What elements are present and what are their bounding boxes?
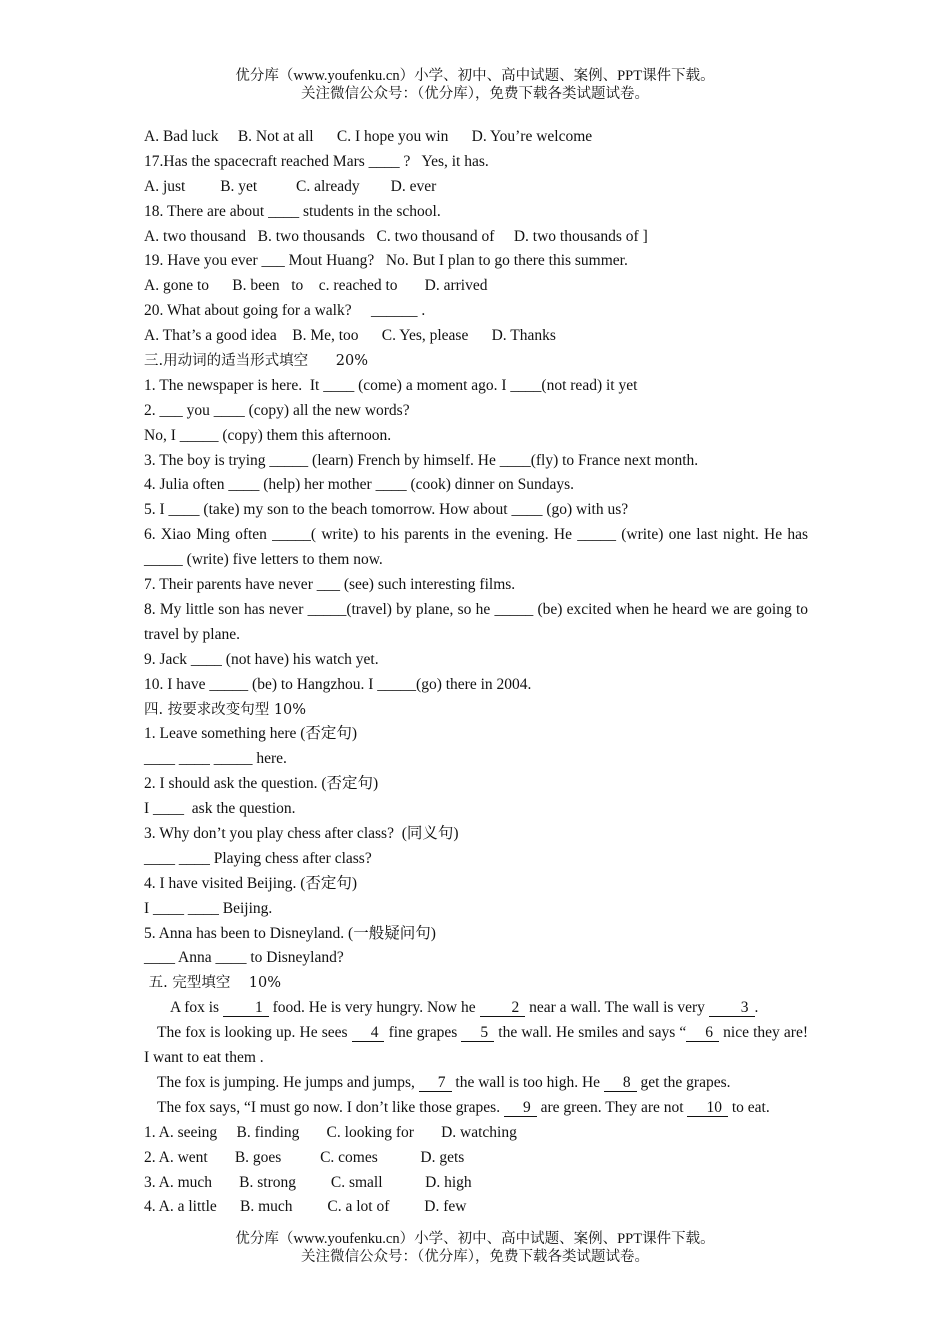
cloze-blank-7: 7 (419, 1075, 452, 1092)
section-5-title: 五. 完型填空 10% (144, 975, 281, 992)
cloze-blank-6: 6 (686, 1025, 719, 1042)
transform-item-4: 4. I have visited Beijing. (否定句) (144, 874, 358, 892)
transform-item-5-answer: ____ Anna ____ to Disneyland? (144, 949, 344, 967)
header-line-2: 关注微信公众号：（优分库），免费下载各类试题试卷。 (301, 86, 649, 102)
cloze-blank-9: 9 (504, 1100, 537, 1117)
q19-question: 19. Have you ever ___ Mout Huang? No. But I plan to go there this summer. (144, 252, 628, 270)
cloze-blank-3: 3 (709, 1000, 755, 1017)
section-3-title: 三.用动词的适当形式填空 20% (144, 353, 368, 370)
transform-item-3-answer: ____ ____ Playing chess after class? (144, 849, 372, 867)
cloze-options-1: 1. A. seeing B. finding C. looking for D. watching (144, 1123, 517, 1141)
verb-item-5: 5. I ____ (take) my son to the beach tomorrow. How about ____ (go) with us? (144, 501, 629, 519)
cloze-options-2: 2. A. went B. goes C. comes D. gets (144, 1148, 465, 1166)
cloze-paragraph-3: The fox is jumping. He jumps and jumps, 7 the wall is too high. He 8 get the grapes. (157, 1073, 731, 1091)
cloze-blank-5: 5 (461, 1025, 494, 1042)
cloze-options-4: 4. A. a little B. much C. a lot of D. few (144, 1198, 467, 1216)
verb-item-4: 4. Julia often ____ (help) her mother ____ (cook) dinner on Sundays. (144, 476, 575, 494)
transform-item-2: 2. I should ask the question. (否定句) (144, 775, 379, 793)
transform-item-5: 5. Anna has been to Disneyland. (一般疑问句) (144, 924, 436, 942)
cloze-paragraph-2: The fox is looking up. He sees 4 fine grapes 5 the wall. He smiles and says “ 6 nice they are! I want to eat them . (144, 1024, 808, 1067)
transform-item-3: 3. Why don’t you play chess after class? (同义句) (144, 825, 459, 842)
verb-item-1: 1. The newspaper is here. It ____ (come) a moment ago. I ____(not read) it yet (144, 376, 638, 394)
q17-options: A. just B. yet C. already D. ever (144, 177, 437, 195)
q19-options: A. gone to B. been to c. reached to D. arrived (144, 277, 488, 295)
cloze-blank-4: 4 (352, 1025, 385, 1042)
cloze-blank-10: 10 (687, 1100, 728, 1117)
cloze-blank-2: 2 (480, 1000, 526, 1017)
verb-item-9: 9. Jack ____ (not have) his watch yet. (144, 650, 379, 668)
q20-options: A. That’s a good idea B. Me, too C. Yes, please D. Thanks (144, 327, 556, 345)
footer-line-1: 优分库（www.youfenku.cn）小学、初中、高中试题、案例、PPT课件下载。 (235, 1231, 715, 1247)
cloze-blank-1: 1 (223, 1000, 269, 1017)
header-line-1: 优分库（www.youfenku.cn）小学、初中、高中试题、案例、PPT课件下载。 (235, 68, 715, 84)
page-header (0, 67, 950, 103)
cloze-paragraph-4: The fox says, “I must go now. I don’t like those grapes. 9 are green. They are not 10 to eat. (157, 1098, 770, 1116)
section-4-title: 四. 按要求改变句型 10% (144, 701, 307, 718)
transform-item-4-answer: I ____ ____ Beijing. (144, 899, 273, 917)
verb-item-2: 2. ___ you ____ (copy) all the new words? (144, 401, 410, 419)
cloze-paragraph-1: A fox is 1 food. He is very hungry. Now he 2 near a wall. The wall is very 3 . (170, 999, 759, 1017)
cloze-blank-8: 8 (604, 1075, 637, 1092)
q20-question: 20. What about going for a walk? ______ . (144, 302, 426, 320)
page-footer (0, 1230, 950, 1266)
verb-item-6: 6. Xiao Ming often _____( write) to his parents in the evening. He _____ (write) one last night. He has _____ (write) five letters to them now. (144, 526, 808, 569)
q18-options: A. two thousand B. two thousands C. two thousand of D. two thousands of ] (144, 227, 648, 245)
verb-item-2-answer: No, I _____ (copy) them this afternoon. (144, 426, 392, 444)
verb-item-10: 10. I have _____ (be) to Hangzhou. I _____(go) there in 2004. (144, 675, 532, 693)
verb-item-3: 3. The boy is trying _____ (learn) French by himself. He ____(fly) to France next month. (144, 451, 699, 469)
worksheet-content (144, 125, 808, 1220)
q17-question: 17.Has the spacecraft reached Mars ____ ? Yes, it has. (144, 152, 489, 170)
transform-item-2-answer: I ____ ask the question. (144, 800, 296, 818)
q16-options: A. Bad luck B. Not at all C. I hope you win D. You’re welcome (144, 128, 593, 145)
transform-item-1-answer: ____ ____ _____ here. (144, 750, 287, 768)
footer-line-2: 关注微信公众号：（优分库），免费下载各类试题试卷。 (301, 1249, 649, 1265)
transform-item-1: 1. Leave something here (否定句) (144, 725, 358, 743)
q18-question: 18. There are about ____ students in the school. (144, 202, 441, 220)
cloze-options-3: 3. A. much B. strong C. small D. high (144, 1173, 472, 1191)
verb-item-7: 7. Their parents have never ___ (see) such interesting films. (144, 576, 516, 594)
verb-item-8: 8. My little son has never _____(travel) by plane, so he _____ (be) excited when he heard we are going to travel by plane. (144, 600, 808, 643)
